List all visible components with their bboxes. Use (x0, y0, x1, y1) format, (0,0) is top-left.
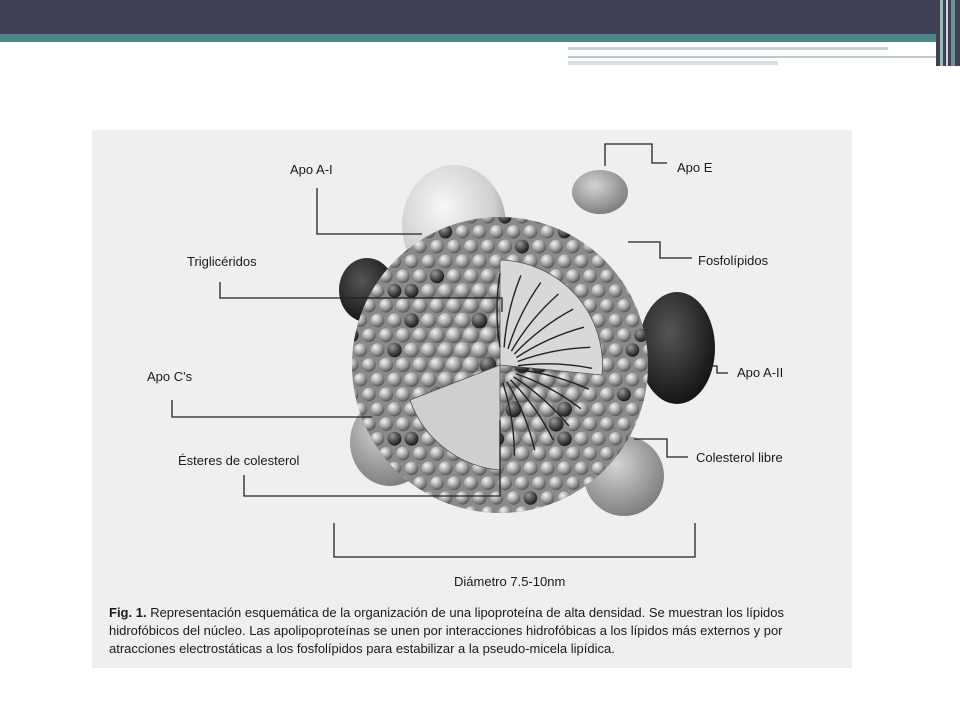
apo-aii-shape (639, 292, 715, 404)
caption-text: Representación esquemática de la organización de una lipoproteína de alta densidad. Se muestran los lípidos hidrofóbicos del núcleo. Las apolipoproteínas se unen por interacciones hidrofóbicas a los lípidos más externos y por atracciones electrostáticas a los fosfolípidos para estabilizar a la pseudo-micela lipídica. (109, 605, 784, 656)
accent-line (568, 56, 948, 58)
figure-caption (109, 604, 847, 658)
label-trigliceridos: Triglicéridos (187, 254, 257, 269)
hdl-diagram (92, 130, 852, 668)
label-apo-cs: Apo C's (147, 369, 193, 384)
apo-e-shape (572, 170, 628, 214)
accent-line (568, 47, 888, 50)
caption-fig-number: Fig. 1. (109, 605, 147, 620)
label-apo-e: Apo E (677, 160, 713, 175)
scale-label: Diámetro 7.5-10nm (454, 574, 566, 589)
label-esteres: Ésteres de colesterol (178, 453, 300, 468)
corner-ornament (936, 0, 960, 66)
accent-line (568, 61, 778, 65)
slide-title-bar (0, 0, 960, 34)
figure-panel (92, 130, 852, 668)
label-apo-aii: Apo A-II (737, 365, 784, 380)
label-fosfolipidos: Fosfolípidos (698, 253, 769, 268)
accent-band (0, 34, 940, 42)
label-colesterol-libre: Colesterol libre (696, 450, 783, 465)
label-apo-ai: Apo A-I (290, 162, 333, 177)
